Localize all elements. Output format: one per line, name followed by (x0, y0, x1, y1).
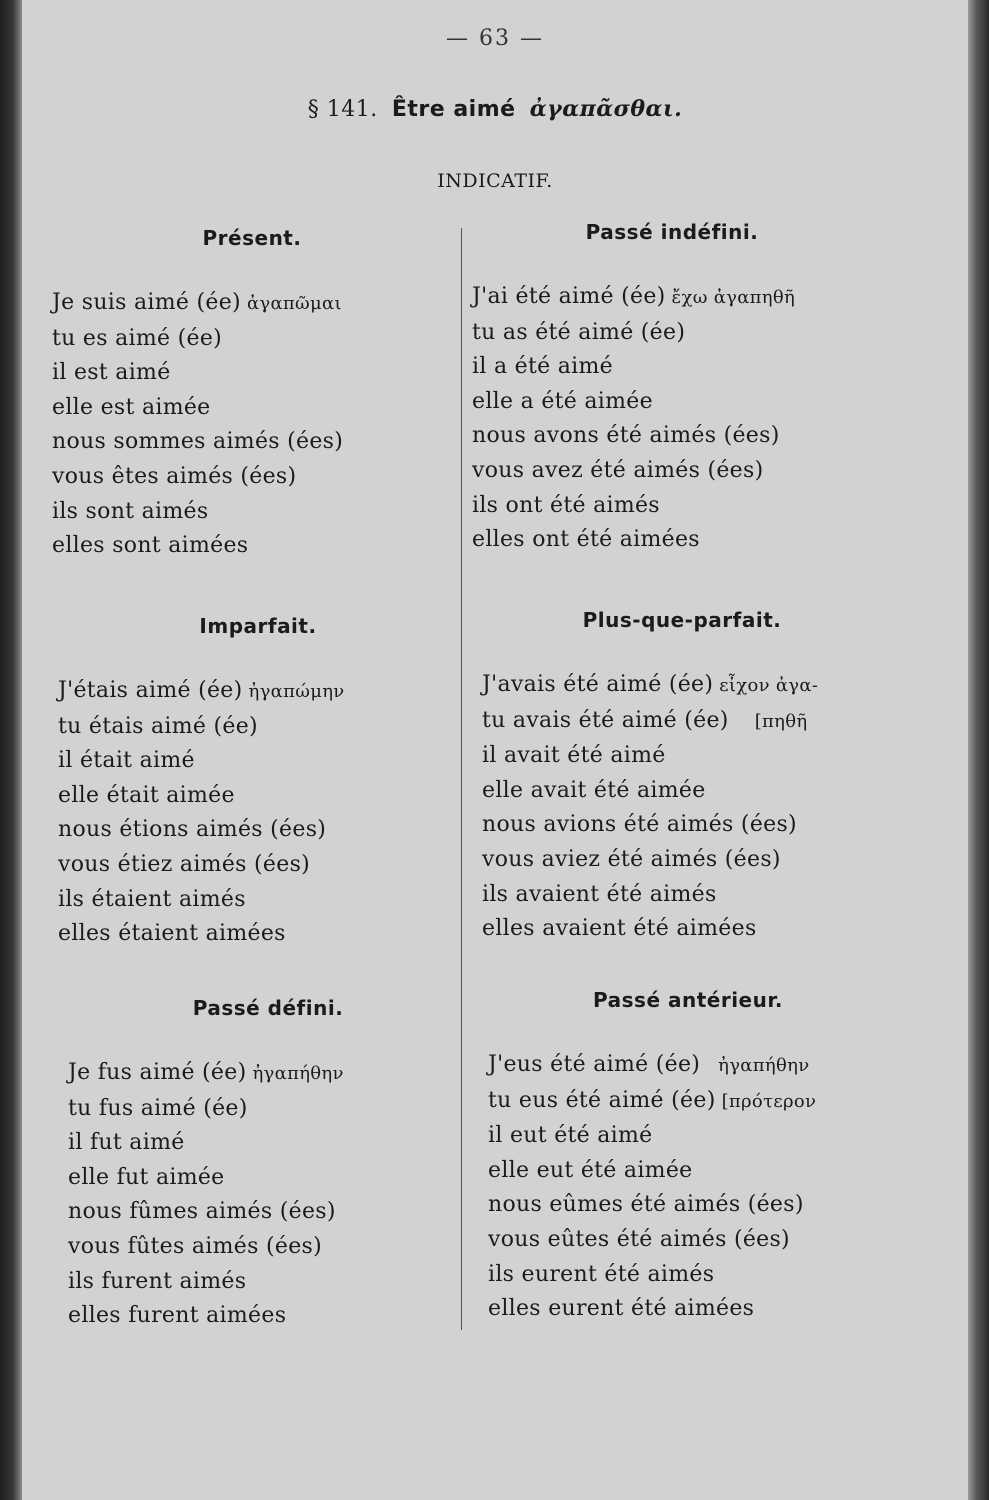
greek-gloss: ἠγαπήθην (252, 1063, 344, 1084)
conjugation-line: elles étaient aimées (58, 921, 286, 947)
tense-title: Passé indéfini. (585, 220, 759, 244)
conjugation-line: Je fus aimé (ée) ἠγαπήθην (68, 1060, 344, 1085)
tense-block-present (52, 226, 452, 564)
conjugation-line: tu étais aimé (ée) (58, 713, 258, 739)
conjugation-line: vous eûtes été aimés (ées) (488, 1226, 790, 1252)
greek-gloss: ἔχω ἀγαπηθῆ (671, 287, 796, 308)
greek-gloss: ἀγαπῶμαι (246, 293, 342, 314)
conjugation-line: elle est aimée (52, 394, 211, 420)
section-title: Être aimé (391, 97, 516, 122)
tense-block-plus-que-parfait (482, 608, 882, 947)
conjugation-line: Je suis aimé (ée) ἀγαπῶμαι (52, 290, 342, 315)
tense-block-imparfait (58, 614, 458, 952)
conjugation-line: ils furent aimés (68, 1268, 247, 1294)
conjugation-line: nous avons été aimés (ées) (472, 423, 780, 449)
conjugation-line: elles sont aimées (52, 533, 249, 559)
greek-gloss: ἠγαπώμην (248, 681, 345, 702)
conjugation-line: tu as été aimé (ée) (472, 319, 686, 345)
conjugation-line: nous avions été aimés (ées) (482, 812, 797, 838)
tense-block-passe-indefini (472, 220, 872, 558)
conjugation-line: elle était aimée (58, 782, 235, 808)
conjugation-line: elle avait été aimée (482, 777, 706, 803)
tense-title: Passé défini. (192, 996, 344, 1020)
conjugation-line: elle fut aimée (68, 1164, 225, 1190)
conjugation-line: tu fus aimé (ée) (68, 1095, 248, 1121)
conjugation-line: ils eurent été aimés (488, 1261, 715, 1287)
greek-gloss: [πηθῆ (754, 710, 808, 732)
conjugation-line: ils sont aimés (52, 498, 209, 524)
conjugation-line: tu es aimé (ée) (52, 325, 223, 351)
conjugation-line: elles furent aimées (68, 1303, 287, 1329)
conjugation-line: tu avais été aimé (ée) [πηθῆ (482, 707, 808, 733)
conjugation-line: nous fûmes aimés (ées) (68, 1199, 336, 1225)
conjugation-line: J'ai été aimé (ée) ἔχω ἀγαπηθῆ (472, 284, 796, 309)
tense-title: Plus-que-parfait. (582, 608, 782, 632)
greek-gloss: ἠγαπήθην (718, 1055, 810, 1076)
tense-block-passe-anterieur (488, 988, 888, 1327)
conjugation-list (58, 674, 458, 952)
conjugation-line: nous eûmes été aimés (ées) (488, 1192, 804, 1218)
conjugation-line: J'avais été aimé (ée) εἶχον ἀγα- (482, 672, 819, 697)
mood-label: INDICATIF. (437, 170, 553, 192)
conjugation-line: il est aimé (52, 360, 171, 386)
conjugation-line: nous sommes aimés (ées) (52, 429, 344, 455)
conjugation-line: vous avez été aimés (ées) (472, 457, 764, 483)
conjugation-line: ils ont été aimés (472, 492, 660, 518)
conjugation-line: J'étais aimé (ée) ἠγαπώμην (58, 678, 345, 703)
conjugation-line: ils étaient aimés (58, 886, 246, 912)
conjugation-line: tu eus été aimé (ée) [πρότερον (488, 1087, 817, 1113)
conjugation-line: il a été aimé (472, 354, 613, 380)
conjugation-line: il était aimé (58, 748, 195, 774)
tense-title: Passé antérieur. (593, 988, 783, 1012)
section-title-greek: ἀγαπᾶσθαι. (529, 96, 683, 122)
conjugation-line: il eut été aimé (488, 1123, 653, 1149)
conjugation-line: elle eut été aimée (488, 1157, 693, 1183)
section-number: § 141. (307, 97, 378, 122)
conjugation-line: elles avaient été aimées (482, 916, 757, 942)
section-heading (22, 96, 968, 122)
book-page (22, 0, 968, 1500)
conjugation-line: vous fûtes aimés (ées) (68, 1233, 322, 1259)
conjugation-line: elles eurent été aimées (488, 1296, 755, 1322)
conjugation-line: nous étions aimés (ées) (58, 817, 327, 843)
conjugation-line: ils avaient été aimés (482, 881, 717, 907)
page-edge (968, 0, 989, 1500)
conjugation-line: vous étiez aimés (ées) (58, 851, 311, 877)
conjugation-list (488, 1048, 888, 1327)
conjugation-line: vous aviez été aimés (ées) (482, 846, 781, 872)
conjugation-list (52, 286, 452, 564)
conjugation-line: elle a été aimée (472, 388, 653, 414)
conjugation-list (472, 280, 872, 558)
conjugation-line: il avait été aimé (482, 743, 666, 769)
tense-title: Imparfait. (199, 614, 317, 638)
tense-block-passe-defini (68, 996, 468, 1334)
greek-gloss: εἶχον ἀγα- (719, 675, 819, 696)
conjugation-line: il fut aimé (68, 1130, 185, 1156)
conjugation-line: J'eus été aimé (ée) ἠγαπήθην (488, 1052, 810, 1077)
conjugation-list (68, 1056, 468, 1334)
conjugation-list (482, 668, 882, 947)
conjugation-line: vous êtes aimés (ées) (52, 463, 297, 489)
tense-title: Présent. (202, 226, 302, 250)
greek-gloss: [πρότερον (721, 1090, 817, 1112)
conjugation-line: elles ont été aimées (472, 527, 700, 553)
page-number: — 63 — (446, 26, 544, 51)
book-binding (0, 0, 22, 1500)
